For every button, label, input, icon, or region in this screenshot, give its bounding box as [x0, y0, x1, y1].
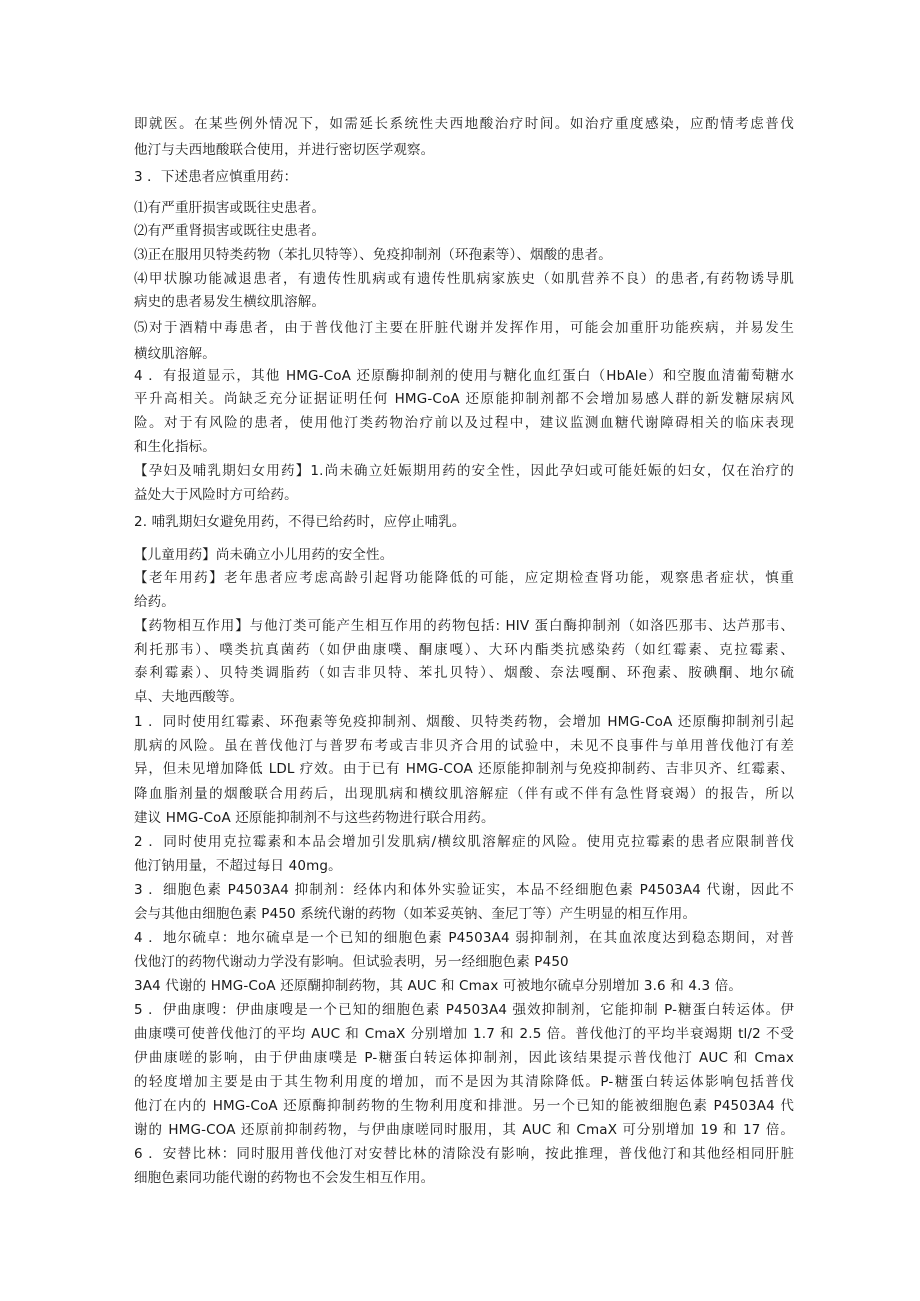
- body-text-line: 3A4 代谢的 HMG-CoA 还原醐抑制药物，其 AUC 和 Cmax 可被地尔硫卓分别增加 3.6 和 4.3 倍。: [134, 978, 742, 994]
- body-text-line: 2. 哺乳期妇女避免用药，不得已给药时，应停止哺乳。: [134, 514, 466, 530]
- section-heading: 3 ．下述患者应慎重用药：: [134, 169, 298, 185]
- list-item: 横纹肌溶解。: [134, 346, 216, 362]
- body-text-line: 伐他汀的药物代谢动力学没有影响。但试验表明，另一经细胞色素 P450: [134, 954, 569, 970]
- body-text-line: 建议 HMG-CoA 还原能抑制剂不与这些药物进行联合用药。: [134, 810, 495, 826]
- body-text-line: 3 ．细胞色素 P4503A4 抑制剂：经体内和体外实验证实，本品不经细胞色素 P4503A4 代谢，因此不: [134, 882, 794, 898]
- body-text-line: 泰利霉素）、贝特类调脂药（如吉非贝特、苯扎贝特）、烟酸、奈法嘎酮、环孢素、胺碘酮、地尔硫: [134, 665, 794, 681]
- list-item: 病史的患者易发生横纹肌溶解。: [134, 294, 326, 310]
- body-text-line: 他汀与夫西地酸联合使用，并进行密切医学观察。: [134, 142, 435, 158]
- body-text-line: 利托那韦）、噗类抗真菌药（如伊曲康噗、酮康嘎）、大环内酯类抗感染药（如红霉素、克拉霉素、: [134, 642, 794, 658]
- section-heading: 【老年用药】老年患者应考虑高龄引起肾功能降低的可能，应定期检查肾功能，观察患者症状，慎重: [134, 570, 794, 586]
- body-text-line: 险。对于有风险的患者，使用他汀类药物治疗前以及过程中，建议监测血糖代谢障碍相关的临床表现: [134, 415, 794, 431]
- section-heading: 【药物相互作用】与他汀类可能产生相互作用的药物包括: HIV 蛋白酶抑制剂（如洛匹那韦、达芦那韦、: [134, 618, 794, 634]
- body-text-line: 卓、夫地西酸等。: [134, 689, 244, 705]
- body-text-line: 益处大于风险时方可给药。: [134, 487, 298, 503]
- section-heading: 【孕妇及哺乳期妇女用药】1.尚未确立妊娠期用药的安全性，因此孕妇或可能妊娠的妇女，仅在治疗的: [134, 463, 794, 479]
- body-text-line: 1 ．同时使用红霉素、环孢素等免疫抑制剂、烟酸、贝特类药物，会增加 HMG-CoA 还原酶抑制剂引起: [134, 714, 794, 730]
- body-text-line: 他汀在内的 HMG-CoA 还原酶抑制药物的生物利用度和排泄。另一个已知的能被细胞色素 P4503A4 代: [134, 1098, 794, 1114]
- body-text-line: 和生化指标。: [134, 439, 216, 455]
- body-text-line: 4 ．有报道显示，其他 HMG-CoA 还原酶抑制剂的使用与糖化血红蛋白（HbAle）和空腹血清葡萄糖水: [134, 368, 794, 384]
- body-text-line: 的轻度增加主要是由于其生物利用度的增加，而不是因为其清除降低。P-糖蛋白转运体影响包括普伐: [134, 1074, 794, 1090]
- body-text-line: 6 ．安替比林：同时服用普伐他汀对安替比林的清除没有影响，按此推理，普伐他汀和其他经相同肝脏: [134, 1146, 794, 1162]
- body-text-line: 降血脂剂量的烟酸联合用药后，出现肌病和横纹肌溶解症（伴有或不伴有急性肾衰竭）的报告，所以: [134, 786, 794, 802]
- body-text-line: 异，但未见增加降低 LDL 疗效。由于已有 HMG-COA 还原能抑制剂与免疫抑制药、吉非贝齐、红霉素、: [134, 761, 794, 777]
- body-text-line: 给药。: [134, 594, 175, 610]
- list-item: ⑵有严重肾损害或既往史患者。: [134, 223, 326, 239]
- body-text-line: 肌病的风险。虽在普伐他汀与普罗布考或吉非贝齐合用的试验中，未见不良事件与单用普伐他汀有差: [134, 738, 794, 754]
- body-text-line: 即就医。在某些例外情况下，如需延长系统性夫西地酸治疗时间。如治疗重度感染，应酌情考虑普伐: [134, 116, 794, 132]
- body-text-line: 伊曲康嗟的影响，由于伊曲康噗是 P-糖蛋白转运体抑制剂，因此该结果提示普伐他汀 AUC 和 Cmax: [134, 1050, 794, 1066]
- body-text-line: 曲康噗可使普伐他汀的平均 AUC 和 CmaX 分别增加 1.7 和 2.5 倍。普伐他汀的平均半衰竭期 tl/2 不受: [134, 1026, 794, 1042]
- body-text-line: 细胞色素同功能代谢的药物也不会发生相互作用。: [134, 1170, 435, 1186]
- body-text-line: 他汀钠用量，不超过每日 40mg。: [134, 858, 342, 874]
- body-text-line: 平升高相关。尚缺乏充分证据证明任何 HMG-CoA 还原能抑制剂都不会增加易感人群的新发糖尿病风: [134, 391, 794, 407]
- section-heading: 【儿童用药】尚未确立小儿用药的安全性。: [134, 547, 394, 563]
- body-text-line: 会与其他由细胞色素 P450 系统代谢的药物（如苯妥英钠、奎尼丁等）产生明显的相互作用。: [134, 906, 697, 922]
- body-text-line: 2 ．同时使用克拉霉素和本品会增加引发肌病/横纹肌溶解症的风险。使用克拉霉素的患者应限制普伐: [134, 834, 794, 850]
- list-item: ⑷甲状腺功能减退患者，有遗传性肌病或有遗传性肌病家族史（如肌营养不良）的患者,有药物诱导肌: [134, 271, 794, 287]
- body-text-line: 谢的 HMG-COA 还原前抑制药物，与伊曲康嗟同时服用，其 AUC 和 CmaX 可分别增加 19 和 17 倍。: [134, 1122, 794, 1138]
- list-item: ⑶正在服用贝特类药物（苯扎贝特等）、免疫抑制剂（环孢素等）、烟酸的患者。: [134, 247, 612, 263]
- body-text-line: 5 ．伊曲康嗖：伊曲康嗖是一个已知的细胞色素 P4503A4 强效抑制剂，它能抑制 P-糖蛋白转运体。伊: [134, 1002, 794, 1018]
- list-item: ⑸对于酒精中毒患者，由于普伐他汀主要在肝脏代谢并发挥作用，可能会加重肝功能疾病，并易发生: [134, 320, 794, 336]
- list-item: ⑴有严重肝损害或既往史患者。: [134, 200, 326, 216]
- body-text-line: 4 ．地尔硫卓：地尔硫卓是一个已知的细胞色素 P4503A4 弱抑制剂，在其血浓度达到稳态期间，对普: [134, 930, 794, 946]
